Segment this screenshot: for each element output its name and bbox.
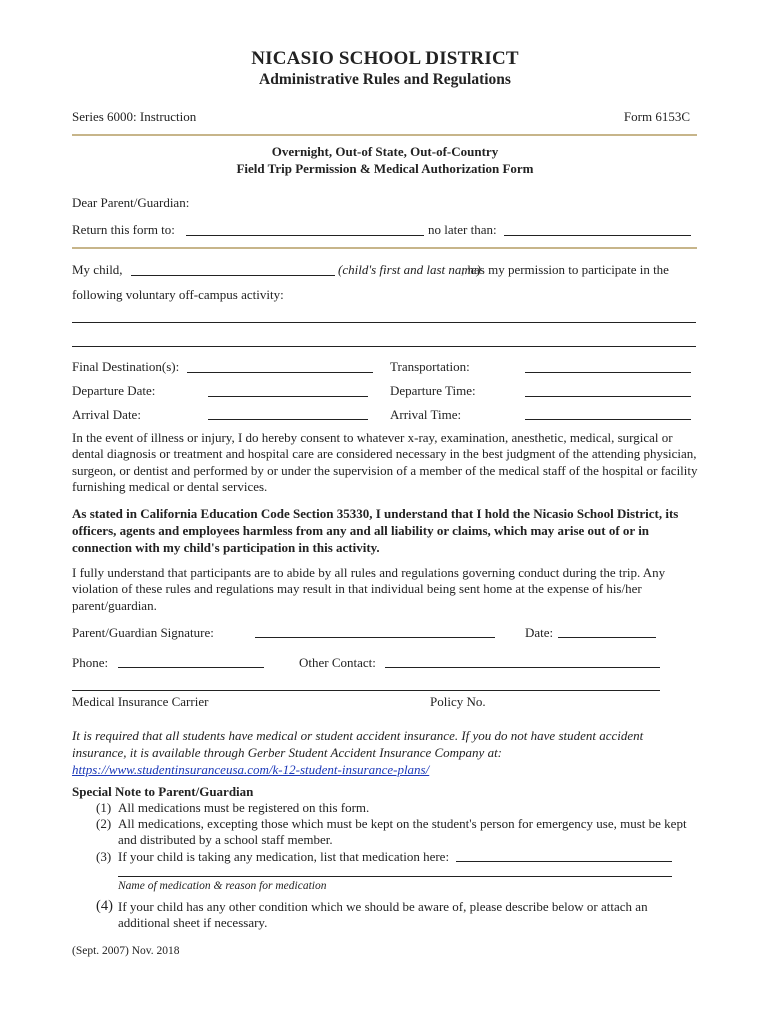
note-item-4-num: (4) (96, 898, 113, 914)
medication-field-2[interactable] (118, 876, 672, 877)
child-name-hint: (child's first and last name) (338, 262, 481, 277)
policy-label: Policy No. (430, 694, 486, 709)
deadline-field[interactable] (504, 235, 691, 236)
other-contact-field[interactable] (385, 667, 660, 668)
date-field[interactable] (558, 637, 656, 638)
destination-label: Final Destination(s): (72, 359, 180, 374)
consent-paragraph: In the event of illness or injury, I do hereby consent to whatever x-ray, examination, anesthetic, medical, surgical or dental diagnosis or treatment and hospital care are considered necessary in the best judgment of the attending physician, surgeon, or dentist and performed by or under the supervision of a member of the medical staff of the hospital or facility furnishing medical or dental services. (72, 430, 698, 495)
permission-suffix: , has my permission to participate in the (461, 262, 669, 277)
arrival-date-field[interactable] (208, 419, 368, 420)
departure-date-label: Departure Date: (72, 383, 156, 398)
note-item-1-text: All medications must be registered on this form. (118, 800, 370, 815)
child-name-field[interactable] (131, 275, 335, 276)
deadline-label: no later than: (428, 222, 497, 237)
medication-caption: Name of medication & reason for medication (118, 880, 327, 892)
return-divider (72, 247, 697, 249)
note-item-3-num: (3) (96, 849, 112, 864)
form-number: Form 6153C (623, 109, 690, 124)
series-label: Series 6000: Instruction (72, 109, 197, 124)
rules-paragraph: I fully understand that participants are to abide by all rules and regulations governing conduct during the trip. Any violation of these rules and regulations may result in that individual being sent home at the expense of his/her parent/guardian. (72, 565, 666, 613)
note-item-1-num: (1) (96, 800, 112, 815)
insurance-note (72, 727, 698, 778)
other-contact-label: Other Contact: (299, 655, 376, 670)
return-to-field[interactable] (186, 235, 424, 236)
medication-field-1[interactable] (456, 861, 672, 862)
note-item-4-text: If your child has any other condition which we should be aware of, please describe below or attach an additional sheet if necessary. (118, 899, 648, 931)
departure-time-field[interactable] (525, 396, 691, 397)
transportation-label: Transportation: (390, 359, 470, 374)
phone-label: Phone: (72, 655, 109, 670)
header-divider (72, 134, 697, 136)
greeting: Dear Parent/Guardian: (72, 195, 190, 210)
form-title-line2: Field Trip Permission & Medical Authorization Form (236, 161, 534, 176)
activity-field-2[interactable] (72, 346, 696, 347)
activity-field-1[interactable] (72, 322, 696, 323)
destination-field[interactable] (187, 372, 373, 373)
signature-label: Parent/Guardian Signature: (72, 625, 214, 640)
revision-footer: (Sept. 2007) Nov. 2018 (72, 945, 180, 957)
note-item-3-text: If your child is taking any medication, list that medication here: (118, 849, 450, 864)
date-label: Date: (525, 625, 554, 640)
departure-time-label: Departure Time: (390, 383, 476, 398)
special-note-title: Special Note to Parent/Guardian (72, 784, 254, 799)
insurance-link[interactable]: https://www.studentinsuranceusa.com/k-12-student-insurance-plans/ (72, 762, 430, 777)
carrier-label: Medical Insurance Carrier (72, 694, 209, 709)
phone-field[interactable] (118, 667, 264, 668)
departure-date-field[interactable] (208, 396, 368, 397)
signature-field[interactable] (255, 637, 495, 638)
arrival-date-label: Arrival Date: (72, 407, 141, 422)
note-item-2-text: All medications, excepting those which must be kept on the student's person for emergency use, must be kept and distributed by a school staff member. (118, 816, 687, 848)
insurance-field[interactable] (72, 690, 660, 691)
permission-prefix: My child, (72, 262, 123, 277)
note-item-2-num: (2) (96, 816, 112, 831)
transportation-field[interactable] (525, 372, 691, 373)
permission-line2: following voluntary off-campus activity: (72, 287, 284, 302)
arrival-time-label: Arrival Time: (390, 407, 462, 422)
return-label: Return this form to: (72, 222, 175, 237)
liability-paragraph: As stated in California Education Code Section 35330, I understand that I hold the Nicasio School District, its officers, agents and employees harmless from any and all liability or claims, which may arise out of or in connection with my child's participation in this activity. (72, 506, 679, 555)
district-name: NICASIO SCHOOL DISTRICT (251, 48, 519, 69)
insurance-note-text: It is required that all students have medical or student accident insurance. If you do not have student accident insurance, it is available through Gerber Student Accident Insurance Company at: (72, 728, 644, 760)
arrival-time-field[interactable] (525, 419, 691, 420)
page-subtitle: Administrative Rules and Regulations (259, 71, 511, 88)
form-title-line1: Overnight, Out-of State, Out-of-Country (271, 144, 499, 159)
